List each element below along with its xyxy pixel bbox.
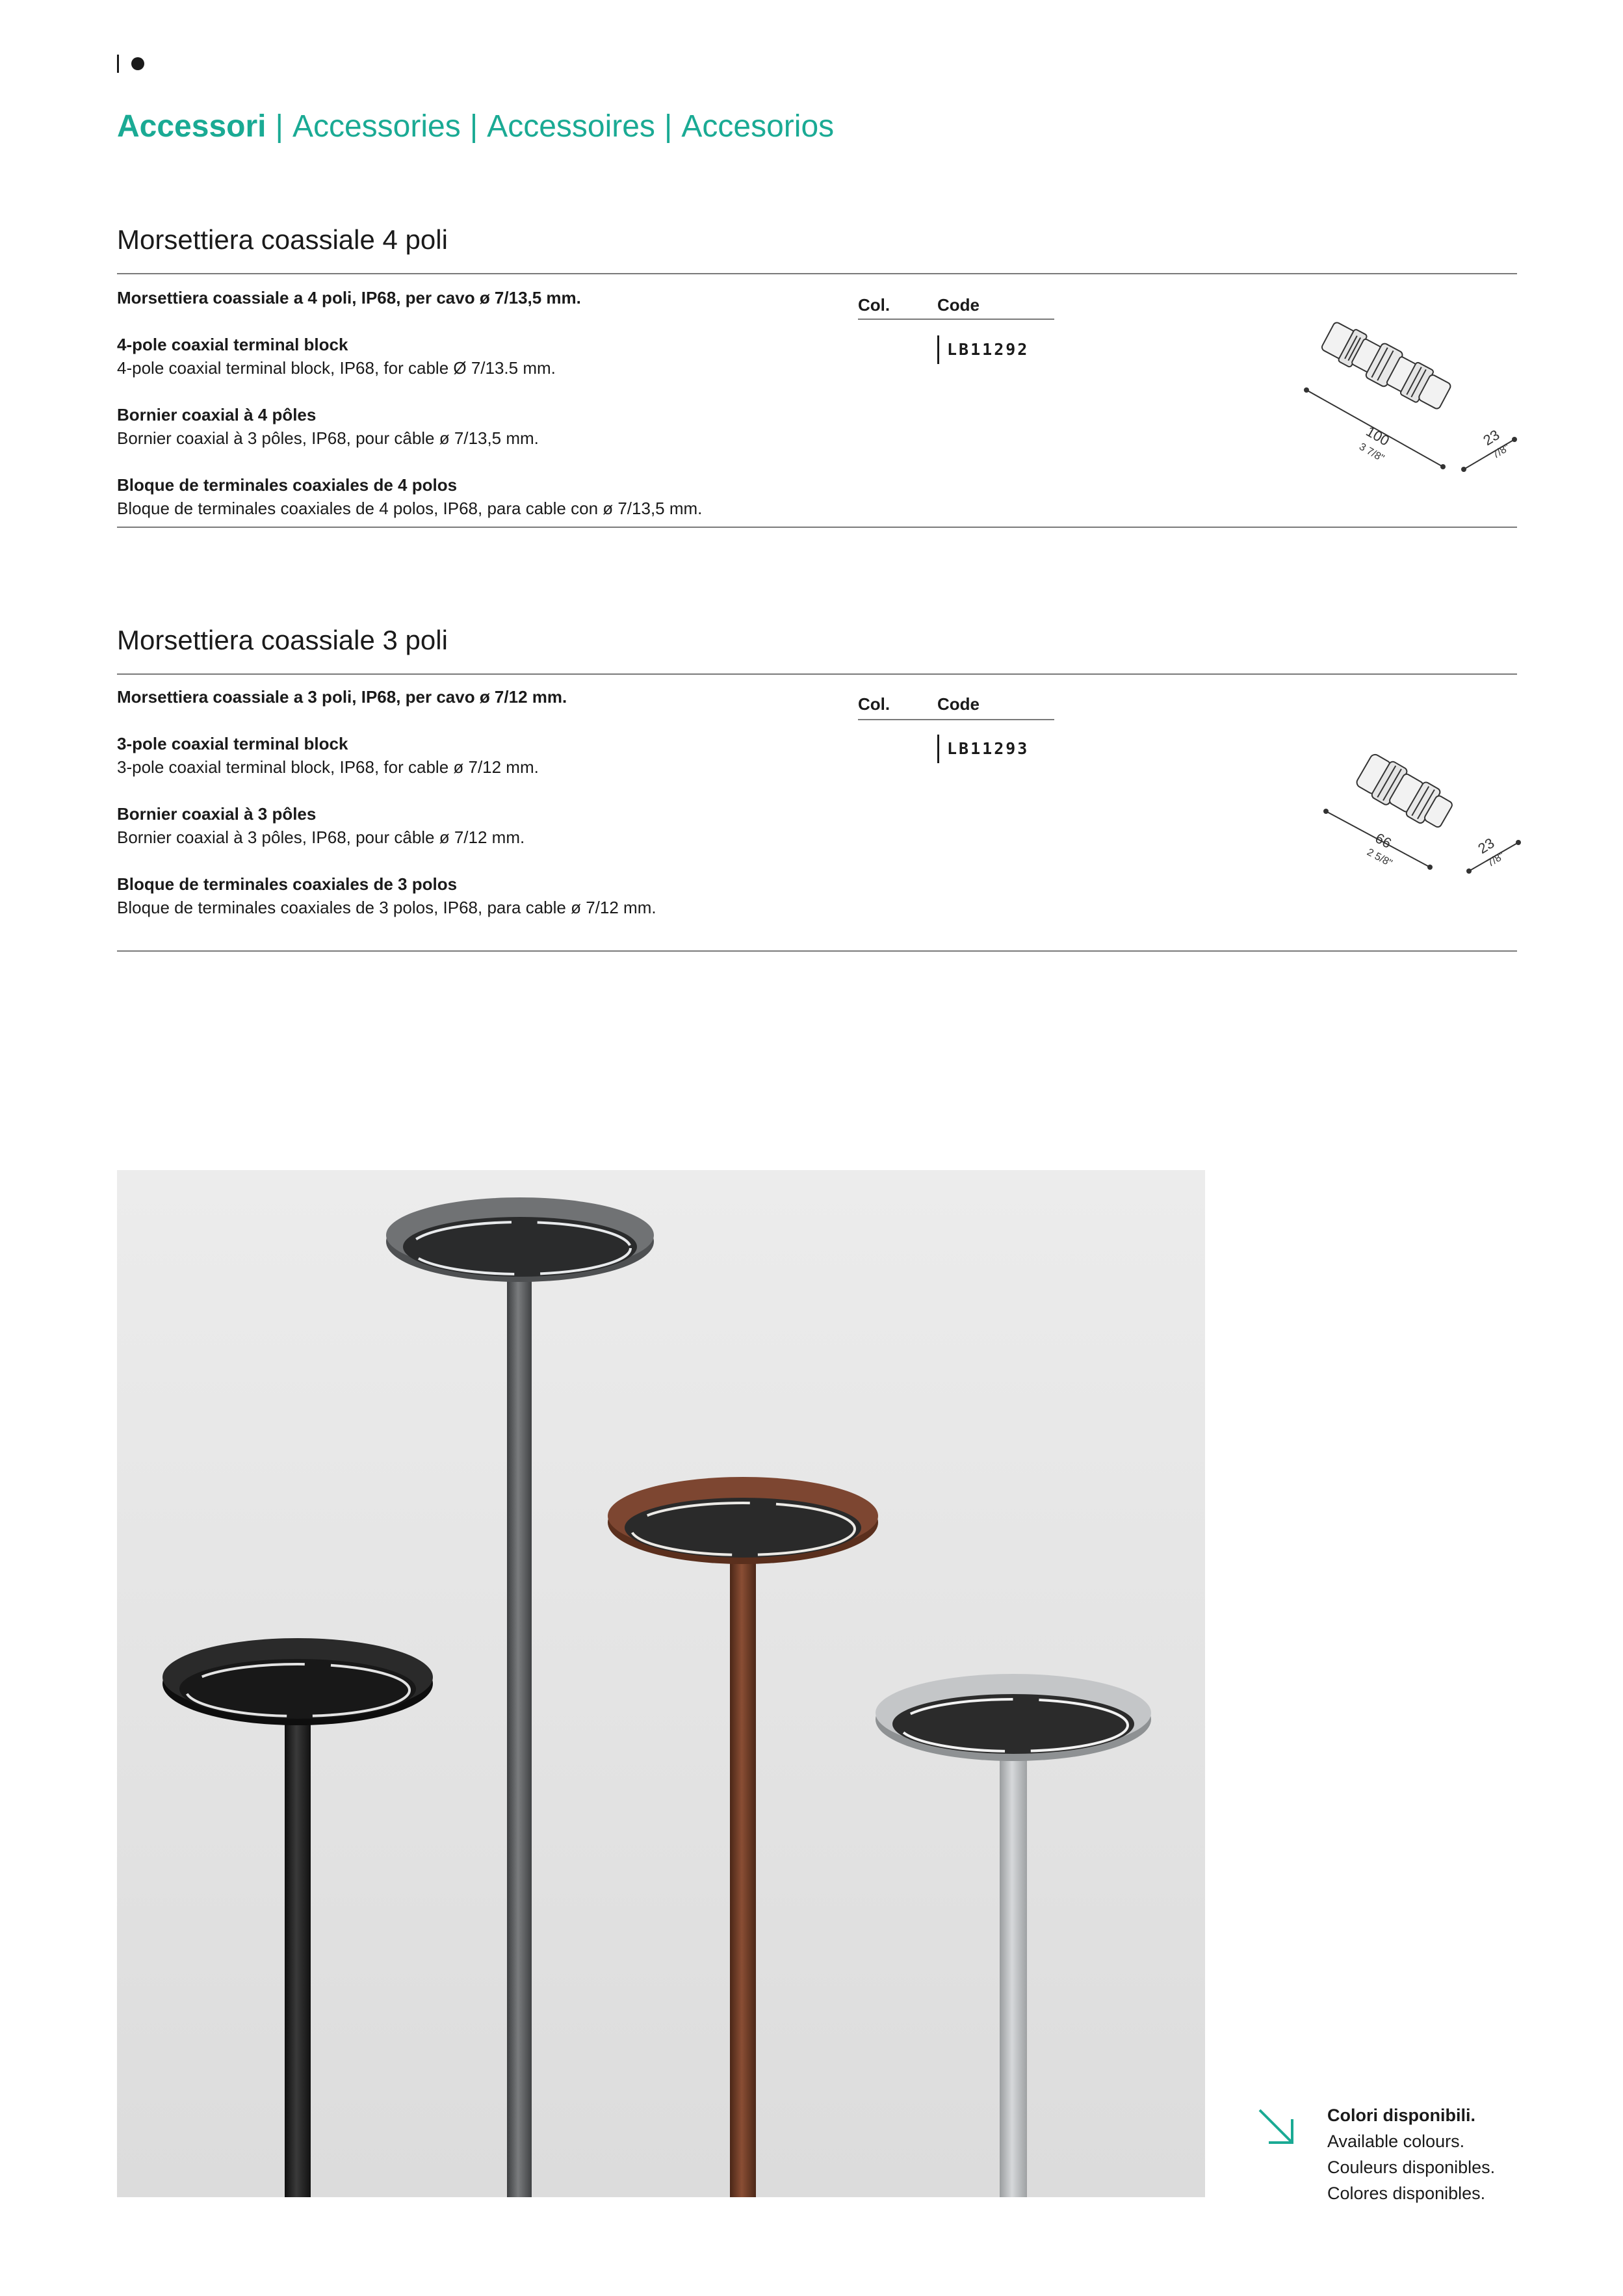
section-description-3-pole xyxy=(117,685,884,919)
desc-en-text: 4-pole coaxial terminal block, IP68, for cable Ø 7/13.5 mm. xyxy=(117,358,556,378)
desc-en-text: 3-pole coaxial terminal block, IP68, for cable ø 7/12 mm. xyxy=(117,757,539,777)
code-header: Code xyxy=(937,694,980,714)
desc-es-text: Bloque de terminales coaxiales de 4 polos, IP68, para cable con ø 7/13,5 mm. xyxy=(117,499,703,518)
connector-3-pole-drawing xyxy=(1306,741,1527,891)
page-marker-dot xyxy=(131,57,144,70)
product-photo xyxy=(117,1170,1205,2197)
desc-en-head: 3-pole coaxial terminal block xyxy=(117,734,348,753)
title-es: Accesorios xyxy=(681,109,835,144)
desc-fr-head: Bornier coaxial à 3 pôles xyxy=(117,804,317,824)
section-rule-bottom xyxy=(117,950,1517,952)
connector-4-pole-drawing xyxy=(1293,319,1527,488)
title-main: Accessori xyxy=(117,109,266,144)
dim-diameter: 23 xyxy=(1480,426,1503,449)
desc-fr-text: Bornier coaxial à 3 pôles, IP68, pour câble ø 7/12 mm. xyxy=(117,828,525,847)
colours-head: Colori disponibili. xyxy=(1327,2106,1475,2125)
desc-fr-text: Bornier coaxial à 3 pôles, IP68, pour câble ø 7/13,5 mm. xyxy=(117,428,539,448)
code-header-rule xyxy=(858,719,1054,720)
col-header: Col. xyxy=(858,694,890,714)
desc-es-text: Bloque de terminales coaxiales de 3 polos, IP68, para cable ø 7/12 mm. xyxy=(117,898,656,917)
dim-length: 100 xyxy=(1363,423,1392,449)
desc-es-head: Bloque de terminales coaxiales de 4 polos xyxy=(117,475,458,495)
page-title xyxy=(117,108,834,146)
dim-diameter-inches: 7/8" xyxy=(1490,442,1512,462)
section-rule-bottom xyxy=(117,527,1517,528)
desc-it-head: Morsettiera coassiale a 3 poli, IP68, per cavo ø 7/12 mm. xyxy=(117,687,567,707)
section-rule-top xyxy=(117,273,1517,274)
code-header: Code xyxy=(937,295,980,315)
title-separator: | xyxy=(469,109,478,144)
colours-fr: Couleurs disponibles. xyxy=(1327,2158,1496,2177)
desc-fr-head: Bornier coaxial à 4 pôles xyxy=(117,405,317,424)
code-header-rule xyxy=(858,319,1054,320)
dim-length-inches: 2 5/8" xyxy=(1365,846,1394,869)
arrow-down-right-icon xyxy=(1254,2105,1300,2150)
desc-it-head: Morsettiera coassiale a 4 poli, IP68, per cavo ø 7/13,5 mm. xyxy=(117,288,581,307)
desc-es-head: Bloque de terminales coaxiales de 3 polos xyxy=(117,874,458,894)
colours-es: Colores disponibles. xyxy=(1327,2184,1486,2203)
title-en: Accessories xyxy=(292,109,461,144)
section-title-3-pole: Morsettiera coassiale 3 poli xyxy=(117,625,448,655)
available-colours-note xyxy=(1327,2102,1495,2206)
col-header: Col. xyxy=(858,295,890,315)
page-marker-bar xyxy=(117,55,119,73)
dim-diameter-inches: 7/8" xyxy=(1485,850,1507,870)
section-rule-top xyxy=(117,673,1517,675)
product-code[interactable]: LB11292 xyxy=(937,335,1029,364)
section-title-4-pole: Morsettiera coassiale 4 poli xyxy=(117,224,448,255)
title-separator: | xyxy=(664,109,673,144)
desc-en-head: 4-pole coaxial terminal block xyxy=(117,335,348,354)
title-separator: | xyxy=(275,109,283,144)
title-fr: Accessoires xyxy=(487,109,655,144)
dim-length: 66 xyxy=(1372,829,1395,852)
section-description-4-pole xyxy=(117,286,884,520)
colours-en: Available colours. xyxy=(1327,2132,1465,2151)
dim-length-inches: 3 7/8" xyxy=(1357,441,1386,465)
product-code[interactable]: LB11293 xyxy=(937,735,1029,763)
dim-diameter: 23 xyxy=(1475,835,1498,857)
lamp-posts-illustration xyxy=(117,1170,1205,2197)
